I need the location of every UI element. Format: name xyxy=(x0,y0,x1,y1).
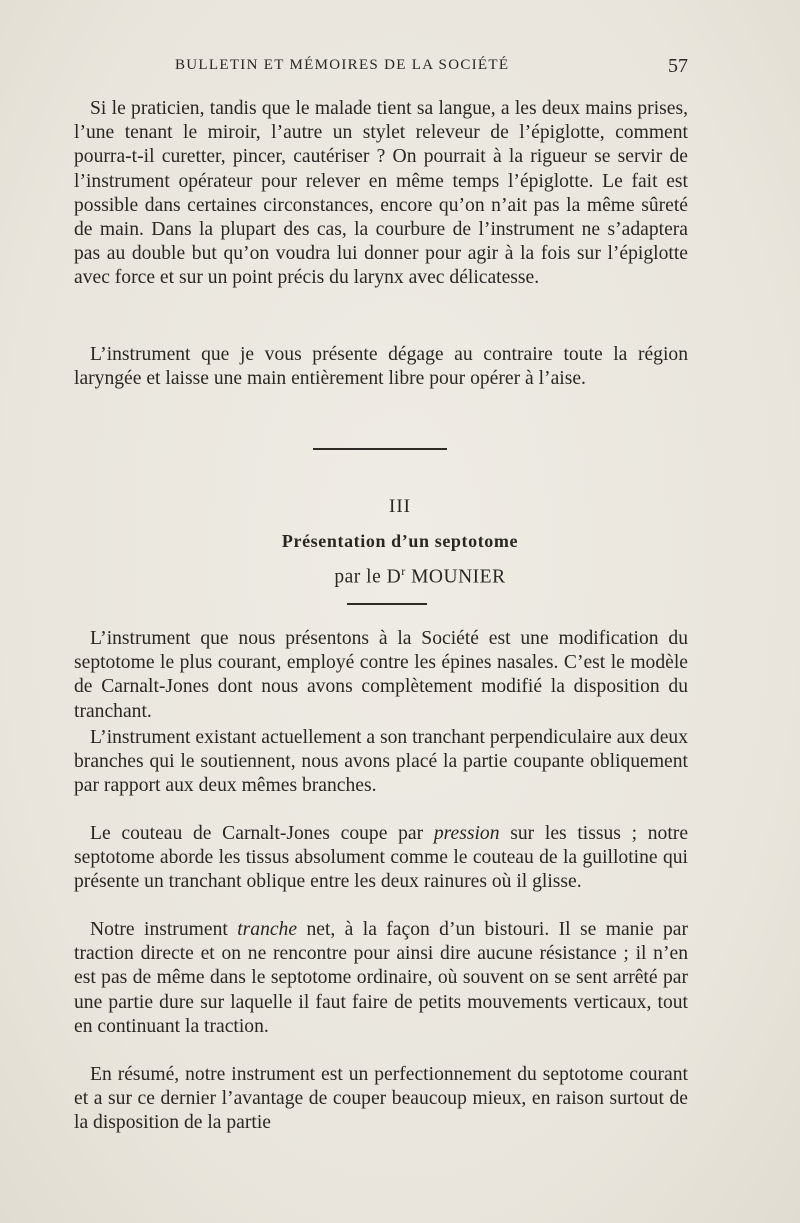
section-title: Présentation d’un septotome xyxy=(281,531,519,551)
paragraph-pression-start: Le couteau de Carnalt-Jones coupe par xyxy=(90,823,434,844)
title-underline xyxy=(347,603,427,605)
page-header xyxy=(75,55,688,79)
paragraph-pression xyxy=(74,822,688,895)
running-title: BULLETIN ET MÉMOIRES DE LA SOCIÉTÉ xyxy=(175,57,510,73)
paragraph-resume: En résumé, notre instrument est un perfectionnement du septotome courant et a sur ce dernier l’avantage de couper beaucoup mieux, en raison surtout de la disposition de la partie xyxy=(74,1064,688,1134)
paragraph-pression-end: sur les tissus ; notre septotome aborde les tissus absolument comme le couteau de la guillotine qui présente un tranchant oblique entre les deux rainures où il glisse. xyxy=(74,823,689,893)
paragraph-tranche-start: Notre instrument xyxy=(90,919,238,940)
paragraph-tranche-end: net, à la façon d’un bistouri. Il se manie par traction directe et on ne rencontre pour ainsi dire aucune résistance ; il n’en est pas de même dans le septotome ordinaire, où souvent on se sent arrêté par une partie dure sur laquelle il faut faire de petits mouvements verticaux, tout en continuant la traction. xyxy=(74,919,688,1037)
byline-superscript: r xyxy=(401,564,406,578)
emphasis-tranche: tranche xyxy=(237,919,298,940)
section-number: III xyxy=(389,496,411,517)
author-name: MOUNIER xyxy=(411,566,506,588)
paragraph-tranche xyxy=(74,918,688,1039)
emphasis-pression: pression xyxy=(433,823,500,844)
page-number: 57 xyxy=(668,55,688,77)
paragraph-modification: L’instrument que nous présentons à la Société est une modification du septotome le plus courant, employé contre les épines nasales. C’est le modèle de Carnalt-Jones dont nous avons complètement modifié la disposition du tranchant. xyxy=(74,628,688,722)
author-byline xyxy=(0,564,800,589)
byline-prefix: par le D xyxy=(334,566,402,588)
paragraph-epiglotte: Si le praticien, tandis que le malade tient sa langue, a les deux mains prises, l’une tenant le miroir, l’autre un stylet releveur de l’épiglotte, comment pourra-t-il curetter, pincer, cautériser ? On pourrait à la rigueur se servir de l’instrument opérateur pour relever en même temps l’épiglotte. Le fait est possible dans certaines circonstances, encore qu’on n’ait pas la même sûreté de main. Dans la plupart des cas, la courbure de l’instrument ne s’adaptera pas au double but qu’on voudra lui donner pour agir à la fois sur l’épiglotte avec force et sur un point précis du larynx avec délicatesse. xyxy=(74,98,688,289)
section-divider xyxy=(313,448,447,450)
paragraph-instrument-presente: L’instrument que je vous présente dégage au contraire toute la région laryngée et laisse une main entièrement libre pour opérer à l’aise. xyxy=(74,344,688,390)
paragraph-tranchant: L’instrument existant actuellement a son tranchant perpendiculaire aux deux branches qui le soutiennent, nous avons placé la partie coupante obliquement par rapport aux deux mêmes branches. xyxy=(74,727,688,797)
